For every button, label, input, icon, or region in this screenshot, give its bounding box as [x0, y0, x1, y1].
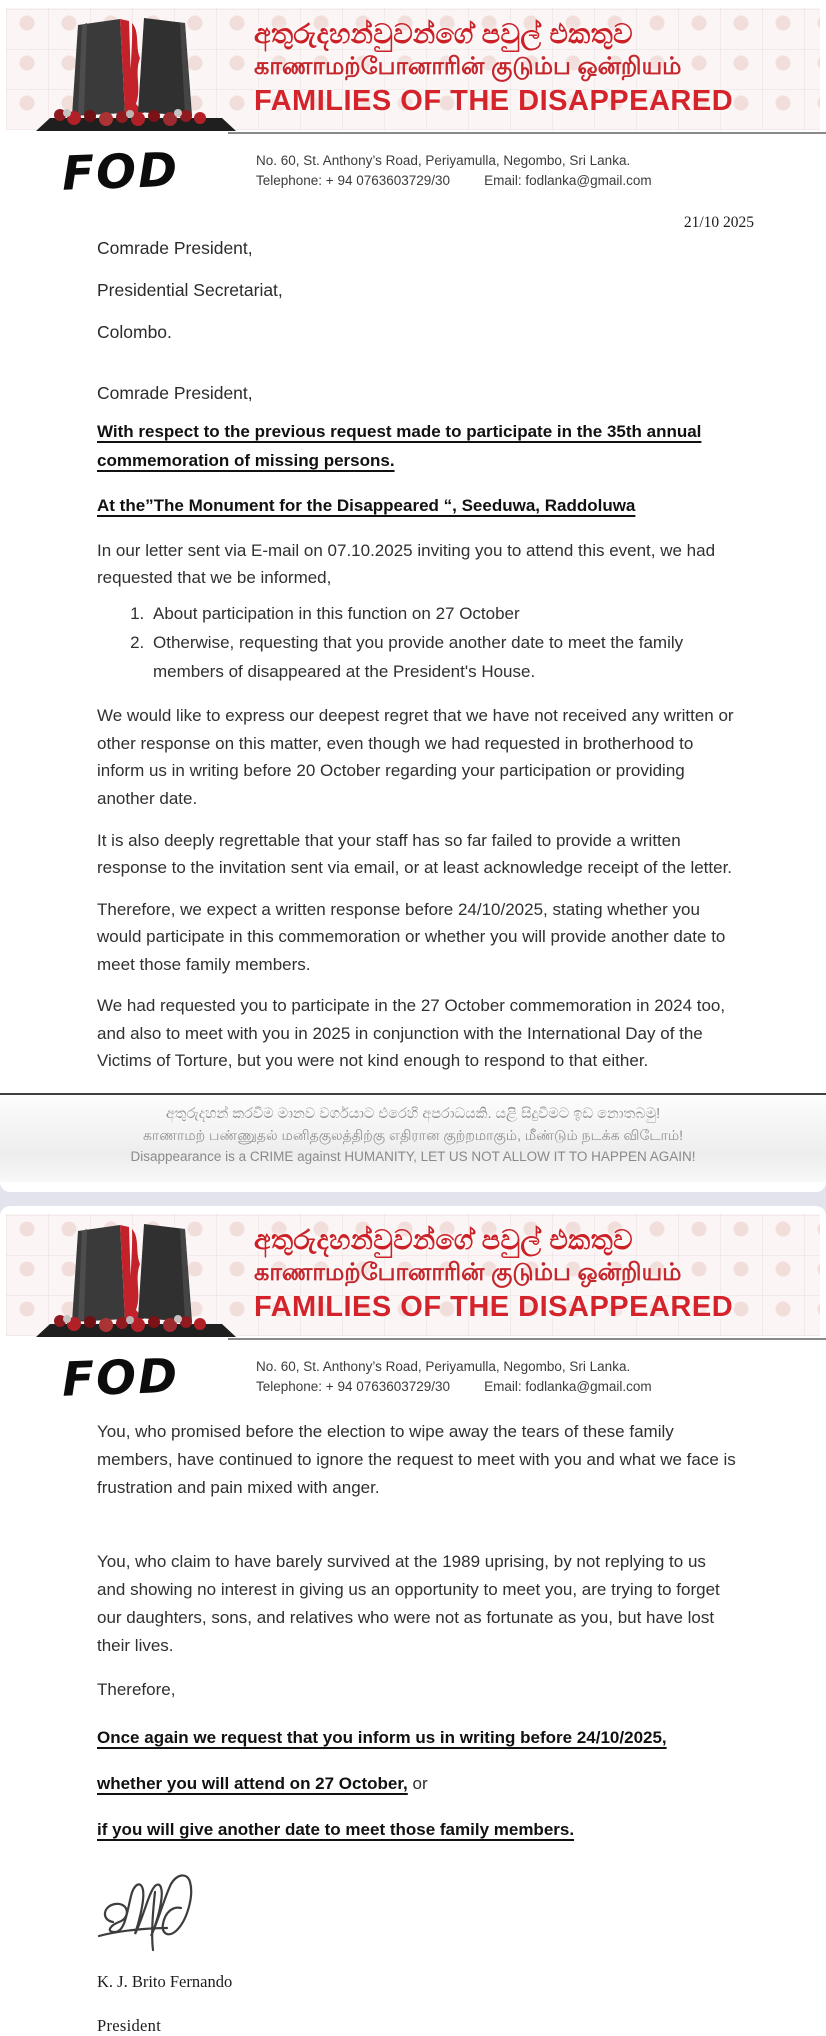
fod-logo: FOD: [61, 1348, 181, 1408]
monument-logo-icon: [32, 12, 240, 134]
signatory-name: K. J. Brito Fernando: [97, 1972, 233, 1992]
paragraph: Therefore, we expect a written response before 24/10/2025, stating whether you would participate in this commemoration or whether you will provide another date to meet those family members.: [97, 899, 726, 974]
list-item: 1. About participation in this function on 27 October: [149, 600, 738, 629]
list-item: 2. Otherwise, requesting that you provide another date to meet the family members of disappeared at the President's House.: [149, 629, 738, 687]
paragraph: It is also deeply regrettable that your staff has so far failed to provide a written response to the invitation sent via email, or at least acknowledge receipt of the letter.: [97, 830, 733, 878]
letterhead: [0, 0, 826, 206]
subject-heading-1: With respect to the previous request made to participate in the 35th annual commemoration of missing persons.: [97, 422, 702, 470]
recipient-line: Colombo.: [97, 322, 172, 342]
slogan-tamil: காணாமற் பண்ணுதல் மனிதகுலத்திற்கு எதிரான குற்றமாகும், மீண்டும் நடக்க விடோம்!: [142, 1127, 684, 1144]
org-address: No. 60, St. Anthony’s Road, Periyamulla, Negombo, Sri Lanka.: [256, 1358, 631, 1374]
letterhead-banner: [6, 8, 820, 130]
paragraph: You, who claim to have barely survived at the 1989 uprising, by not replying to us and showing no interest in giving us an opportunity to meet you, are trying to forget our daughters, sons, and relatives who were not as fortunate as you, but have lost their lives.: [97, 1552, 720, 1656]
letter-page-2: [0, 1206, 826, 2036]
paragraph: We had requested you to participate in the 27 October commemoration in 2024 too, and also to meet with you in 2025 in conjunction with the International Day of the Victims of Torture, but you were not kind enough to respond to that either.: [97, 996, 726, 1071]
org-title-english: FAMILIES OF THE DISAPPEARED: [254, 85, 734, 118]
organization-titles: [254, 1225, 733, 1324]
footer-slogan-banner: [0, 1093, 826, 1182]
paragraph-intro: In our letter sent via E-mail on 07.10.2025 inviting you to attend this event, we had requested that we be informed,: [97, 540, 716, 588]
slogan-english: Disappearance is a CRIME against HUMANITY, LET US NOT ALLOW IT TO HAPPEN AGAIN!: [130, 1149, 696, 1165]
slogan-sinhala: අතුරුදහන් කරවීම මානව වර්ගයාට එරෙහි අපරාධයකි. යළි සිදුවීමට ඉඩ නොතබමු!: [165, 1105, 661, 1122]
org-telephone: Telephone: + 94 0763603729/30: [256, 173, 451, 188]
page-separator: [0, 1192, 826, 1206]
signatory-title: President: [97, 2016, 162, 2036]
org-title-tamil: காணாமற்போனாரின் குடும்ப ஒன்றியம்: [254, 53, 682, 81]
recipient-line: Presidential Secretariat,: [97, 280, 283, 300]
org-title-sinhala: අතුරුදහන්වුවන්ගේ පවුල් එකතුව: [254, 1225, 634, 1256]
paragraph-therefore: Therefore,: [97, 1680, 176, 1700]
demand-line-3: if you will give another date to meet those family members.: [97, 1820, 575, 1840]
recipient-line: Comrade President,: [97, 238, 253, 258]
letterhead-divider: [228, 132, 826, 134]
salutation: Comrade President,: [97, 383, 253, 403]
letter-body-page2: [0, 1412, 826, 2036]
org-title-tamil: காணாமற்போனாரின் குடும்ப ஒன்றியம்: [254, 1259, 682, 1287]
subject-heading-2: At the”The Monument for the Disappeared “, Seeduwa, Raddoluwa: [97, 495, 636, 515]
request-list: [97, 600, 738, 687]
paragraph: You, who promised before the election to wipe away the tears of these family members, have continued to ignore the request to meet with you and what we face is frustration and pain mixed with anger.: [97, 1422, 736, 1498]
org-title-english: FAMILIES OF THE DISAPPEARED: [254, 1291, 734, 1324]
org-address-block: [256, 151, 652, 192]
org-address: No. 60, St. Anthony’s Road, Periyamulla, Negombo, Sri Lanka.: [256, 152, 631, 168]
org-telephone: Telephone: + 94 0763603729/30: [256, 1379, 451, 1394]
handwritten-signature: [91, 1862, 738, 1958]
letterhead-banner: [6, 1214, 820, 1336]
org-address-block: [256, 1357, 652, 1398]
letterhead-contact-row: [0, 1344, 826, 1410]
demand-line-2: whether you will attend on 27 October, or: [97, 1774, 428, 1794]
paragraph: We would like to express our deepest regret that we have not received any written or other response on this matter, even though we had requested in brotherhood to inform us in writing before 20 October regarding your participation or providing another date.: [97, 706, 734, 808]
monument-logo-icon: [32, 1218, 240, 1340]
organization-titles: [254, 19, 733, 118]
demand-line-1: Once again we request that you inform us in writing before 24/10/2025,: [97, 1727, 667, 1747]
org-email: Email: fodlanka@gmail.com: [484, 173, 652, 188]
letterhead: [0, 1206, 826, 1410]
fod-logo: FOD: [61, 142, 181, 202]
letter-body-page1: [0, 238, 826, 1089]
org-email: Email: fodlanka@gmail.com: [484, 1379, 652, 1394]
letter-date: 21/10 2025: [683, 214, 754, 231]
org-title-sinhala: අතුරුදහන්වුවන්ගේ පවුල් එකතුව: [254, 19, 634, 50]
letterhead-divider: [228, 1338, 826, 1340]
letterhead-contact-row: [0, 138, 826, 204]
